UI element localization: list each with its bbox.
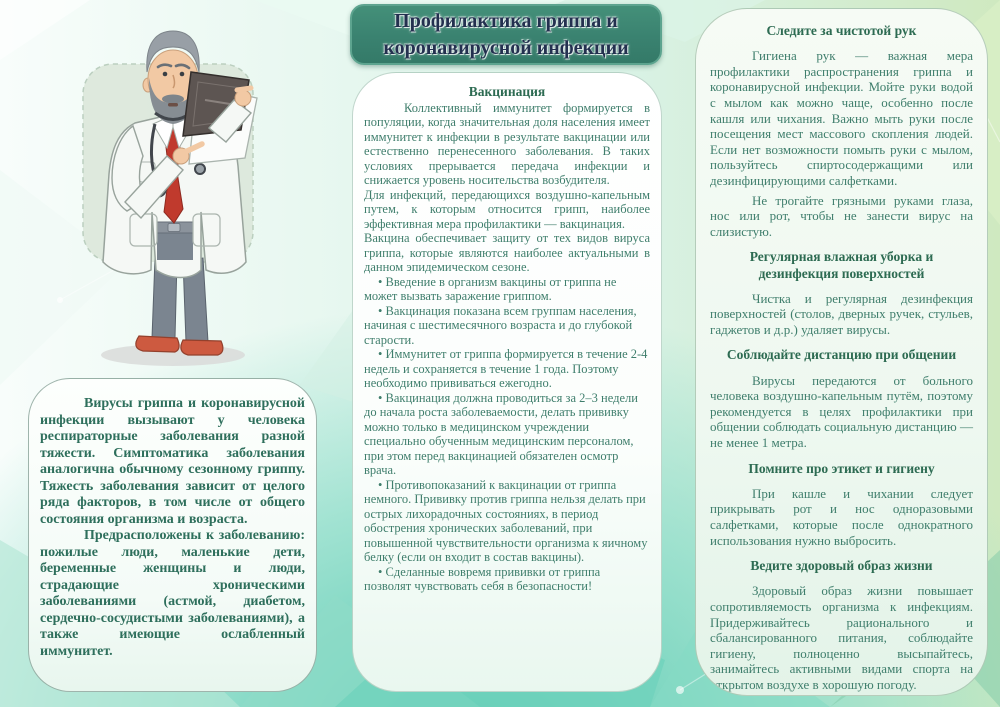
section-hand-hygiene-paragraph-1: Гигиена рук — важная мера профилактики распространения гриппа и коронавирусной инфекции. Мойте руки водой с мылом как можно чаще, особенно после кашля или чихания. Важно мыть руки после посещения мест массового скопления людей. Если нет возможности помыть руки с мылом, пользуйтесь спиртосодержащими или дезинфицирующими салфетками. <box>710 48 973 188</box>
section-healthy-lifestyle <box>710 558 973 692</box>
intro-panel <box>28 378 317 692</box>
section-hand-hygiene-heading: Следите за чистотой рук <box>766 23 917 38</box>
section-healthy-lifestyle-paragraph: Здоровый образ жизни повышает сопротивляемость организма к инфекциям. Придерживайтесь рационального и сбалансированного питания, соблюдайте гигиену, полноценно высыпайтесь, занимайтесь активными видами спорта на открытом воздухе в хорошую погоду. <box>710 583 973 692</box>
tips-panel <box>695 8 988 696</box>
vaccination-bullet-1: • Введение в организм вакцины от гриппа не может вызвать заражение гриппом. <box>364 274 617 304</box>
section-etiquette-heading: Помните про этикет и гигиену <box>748 460 935 476</box>
section-hand-hygiene-paragraph-2: Не трогайте грязными руками глаза, нос или рот, чтобы не занести вирус на слизистую. <box>710 192 973 239</box>
vaccination-paragraph-2: Для инфекций, передающихся воздушно-капельным путем, к которым относится грипп, наиболее эффективная мера профилактики — вакцинация. <box>364 187 650 231</box>
intro-paragraph-2: Предрасположены к заболеванию: пожилые люди, маленькие дети, беременные женщины и люди, страдающие хроническими заболеваниями (астмой, диабетом, сердечно-сосудистыми заболеваниями), а также имеющие ослабленный иммунитет. <box>40 528 305 659</box>
vaccination-bullet-5: • Противопоказаний к вакцинации от гриппа немного. Прививку против гриппа нельзя делать при острых лихорадочных состояниях, в период обострения хронических заболеваний, при повышенной чувствительности организма к яичному белку (если он входит в состав вакцины). <box>364 477 648 565</box>
doctor-illustration <box>5 6 345 376</box>
vaccination-bullet-2: • Вакцинация показана всем группам населения, начиная с шестимесячного возраста и до глубокой старости. <box>364 303 637 347</box>
section-distance-paragraph: Вирусы передаются от больного человека воздушно-капельным путём, поэтому рекомендуется в целях профилактики при общении соблюдать социальную дистанцию — не менее 1 метра. <box>710 372 973 451</box>
section-cleaning <box>710 249 973 337</box>
section-etiquette <box>710 461 973 549</box>
section-cleaning-paragraph: Чистка и регулярная дезинфекция поверхностей (столов, дверных ручек, стульев, гаджетов и д.р.) удаляет вирусы. <box>710 290 973 337</box>
title-line-1: Профилактика гриппа и <box>394 9 618 32</box>
section-distance-heading: Соблюдайте дистанцию при общении <box>726 347 957 363</box>
brochure-title <box>350 4 662 65</box>
vaccination-heading: Вакцинация <box>468 84 546 99</box>
section-etiquette-paragraph: При кашле и чихании следует прикрывать рот и нос одноразовыми салфетками, которые после однократного использования нужно выбросить. <box>710 485 973 548</box>
title-line-2: коронавирусной инфекции <box>383 36 629 59</box>
vaccination-bullet-6: • Сделанные вовремя прививки от гриппа позволят чувствовать себя в безопасности! <box>364 564 601 594</box>
vaccination-bullet-4: • Вакцинация должна проводиться за 2–3 недели до начала роста заболеваемости, делать прививку можно только в медицинском учреждении специально обученным медицинским персоналом, при этом перед вакцинацией обязателен осмотр врача. <box>364 390 638 478</box>
section-hand-hygiene <box>710 23 973 239</box>
section-distance <box>710 347 973 450</box>
section-cleaning-heading: Регулярная влажная уборка и дезинфекция поверхностей <box>749 249 934 281</box>
intro-paragraph-1: Вирусы гриппа и коронавирусной инфекции вызывают у человека респираторные заболевания разной тяжести. Симптоматика заболевания аналогична обычному сезонному гриппу. Тяжесть заболевания зависит от целого ряда факторов, в том числе от общего состояния организма и возраста. <box>40 396 305 527</box>
vaccination-panel <box>352 72 662 692</box>
vaccination-paragraph-1: Коллективный иммунитет формируется в популяции, когда значительная доля населения имеет иммунитет к инфекции в результате вакцинации или естественно перенесенного заболевания. В таких условиях прерывается передача инфекции и снижается уровень носительства возбудителя. <box>364 100 650 188</box>
vaccination-paragraph-3: Вакцина обеспечивает защиту от тех видов вируса гриппа, которые являются наиболее актуальными в данном эпидемическом сезоне. <box>364 231 650 275</box>
vaccination-bullet-3: • Иммунитет от гриппа формируется в течение 2-4 недель и сохраняется в течение 1 года. Поэтому необходимо прививаться ежегодно. <box>364 347 648 391</box>
doctor-with-tablet-illustration <box>5 6 345 376</box>
section-healthy-lifestyle-heading: Ведите здоровый образ жизни <box>750 558 933 574</box>
